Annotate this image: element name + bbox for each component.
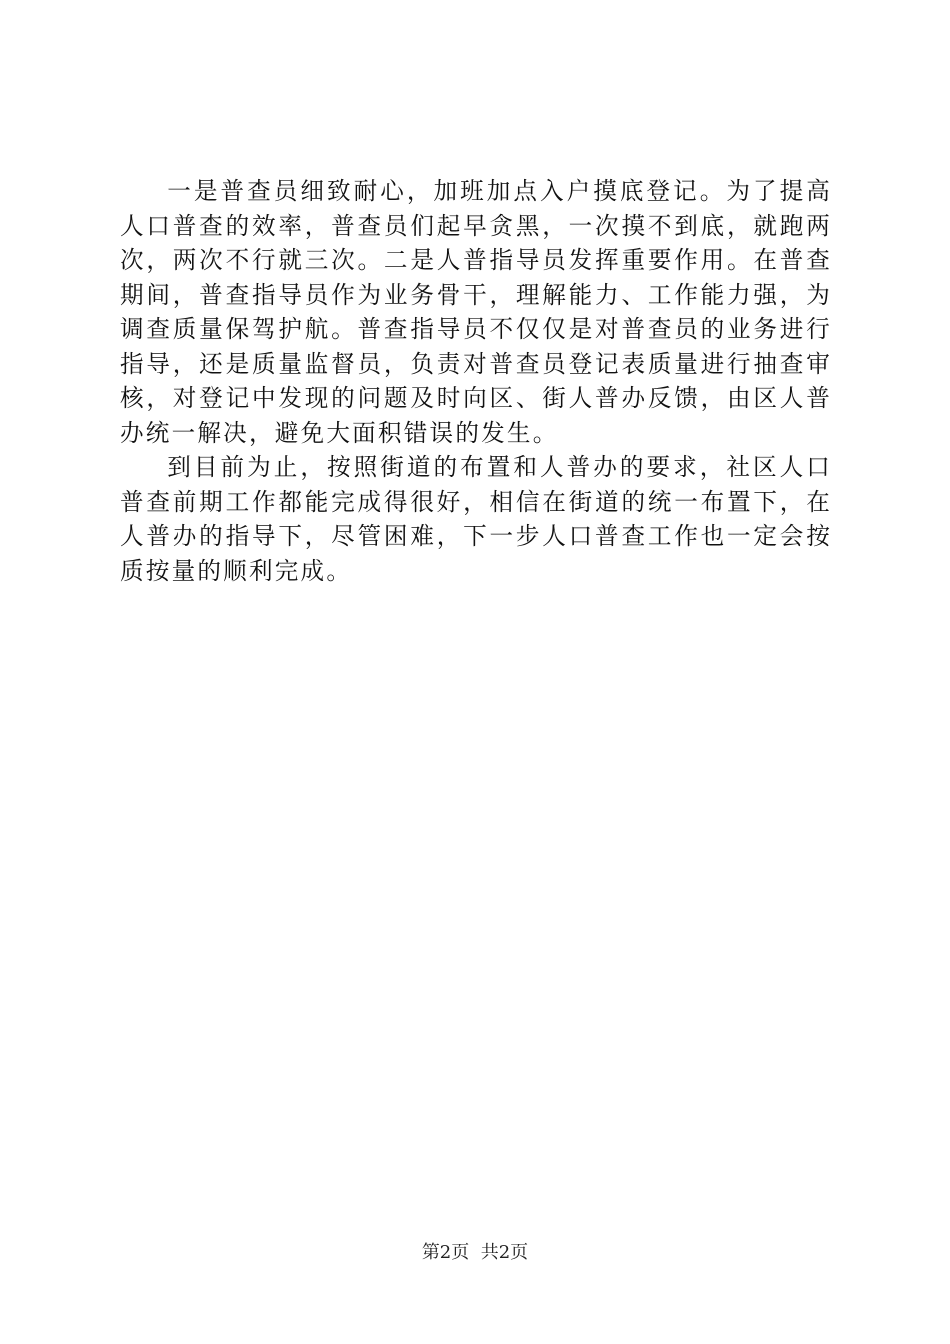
document-body xyxy=(120,174,832,588)
paragraph-1: 一是普查员细致耐心，加班加点入户摸底登记。为了提高人口普查的效率，普查员们起早贪黑，一次摸不到底，就跑两次，两次不行就三次。二是人普指导员发挥重要作用。在普查期间，普查指导员作为业务骨干，理解能力、工作能力强，为调查质量保驾护航。普查指导员不仅仅是对普查员的业务进行指导，还是质量监督员，负责对普查员登记表质量进行抽查审核，对登记中发现的问题及时向区、街人普办反馈，由区人普办统一解决，避免大面积错误的发生。 xyxy=(120,177,832,447)
page-number-footer: 第2页 共2页 xyxy=(421,1242,529,1263)
paragraph-2: 到目前为止，按照街道的布置和人普办的要求，社区人口普查前期工作都能完成得很好，相信在街道的统一布置下，在人普办的指导下，尽管困难，下一步人口普查工作也一定会按质按量的顺利完成。 xyxy=(120,453,832,585)
